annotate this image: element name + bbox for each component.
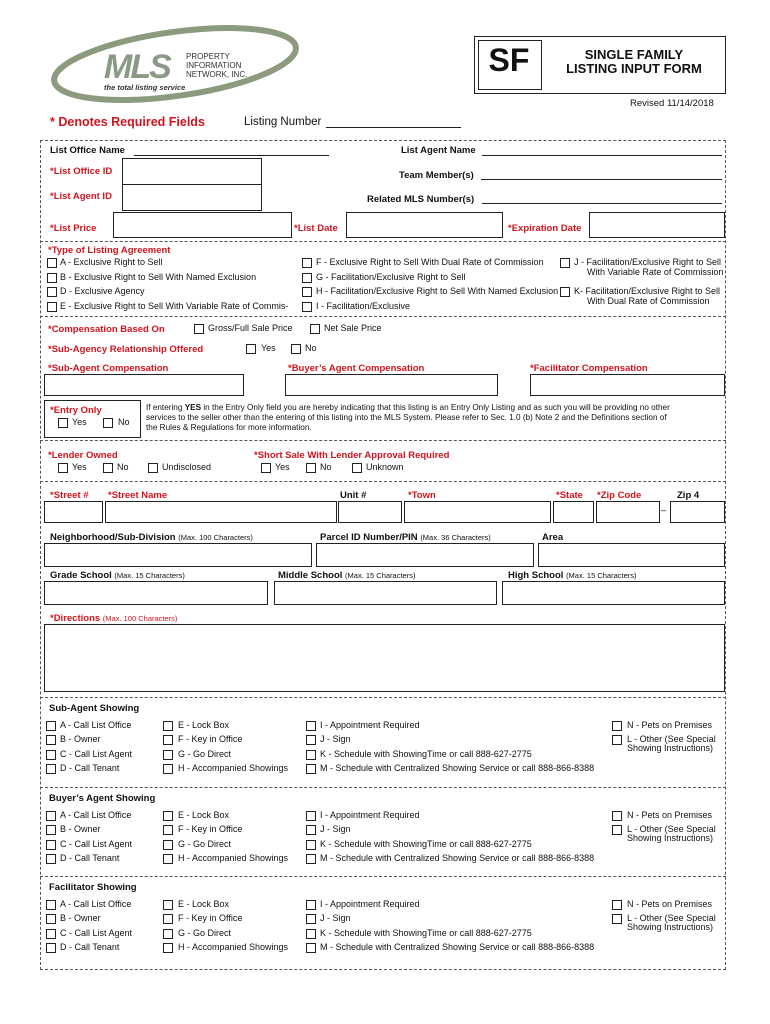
zip-code-input[interactable] xyxy=(596,501,660,523)
agreement-i-checkbox[interactable] xyxy=(302,302,312,312)
short-sale-yes-label: Yes xyxy=(275,462,290,472)
short-sale-no-label: No xyxy=(320,462,332,472)
sa-k-label: K - Schedule with ShowingTime or call 888-627-2775 xyxy=(320,749,532,759)
ba-g-checkbox[interactable] xyxy=(163,840,173,850)
lender-undisclosed-checkbox[interactable] xyxy=(148,463,158,473)
agreement-k-checkbox[interactable] xyxy=(560,287,570,297)
ba-l-checkbox[interactable] xyxy=(612,825,622,835)
street-number-input[interactable] xyxy=(44,501,103,523)
area-input[interactable] xyxy=(538,543,725,567)
street-number-label: *Street # xyxy=(50,490,89,501)
fa-c-label: C - Call List Agent xyxy=(60,928,133,938)
town-input[interactable] xyxy=(404,501,551,523)
expiration-date-input[interactable] xyxy=(589,212,725,238)
agreement-d-label: D - Exclusive Agency xyxy=(60,286,145,296)
sa-b-checkbox[interactable] xyxy=(46,735,56,745)
directions-label xyxy=(50,613,177,624)
neighborhood-max: (Max. 100 Characters) xyxy=(178,533,253,542)
sub-agency-no-checkbox[interactable] xyxy=(291,344,301,354)
ba-d-checkbox[interactable] xyxy=(46,854,56,864)
expiration-date-label: *Expiration Date xyxy=(508,223,582,234)
agreement-j-checkbox[interactable] xyxy=(560,258,570,268)
fa-n-label: N - Pets on Premises xyxy=(627,899,713,909)
fa-c-checkbox[interactable] xyxy=(46,929,56,939)
list-office-name-label: List Office Name xyxy=(50,145,125,156)
list-office-id-input[interactable] xyxy=(122,158,262,185)
ba-h-label: H - Accompanied Showings xyxy=(178,853,289,863)
logo-mls-text: MLS xyxy=(104,48,170,86)
fa-g-label: G - Go Direct xyxy=(178,928,232,938)
fa-k-label: K - Schedule with ShowingTime or call 888-627-2775 xyxy=(320,928,532,938)
sa-l-label: L - Other (See Special xyxy=(627,734,716,744)
team-members-label: Team Member(s) xyxy=(399,170,474,181)
sub-agency-yes-checkbox[interactable] xyxy=(246,344,256,354)
agreement-b-label: B - Exclusive Right to Sell With Named Exclusion xyxy=(60,272,257,282)
listing-number-label: Listing Number xyxy=(244,116,322,128)
agreement-g-label: G - Facilitation/Exclusive Right to Sell xyxy=(316,272,466,282)
neighborhood-label-text: Neighborhood/Sub-Division xyxy=(50,532,176,543)
facilitator-comp-label: *Facilitator Compensation xyxy=(530,363,648,374)
ba-j-checkbox[interactable] xyxy=(306,825,316,835)
short-sale-label: *Short Sale With Lender Approval Required xyxy=(254,450,450,461)
ba-l-label-cont: Showing Instructions) xyxy=(627,833,714,843)
parcel-max: (Max. 36 Characters) xyxy=(420,533,491,542)
neighborhood-input[interactable] xyxy=(44,543,312,567)
parcel-label-text: Parcel ID Number/PIN xyxy=(320,532,418,543)
list-office-id-label: *List Office ID xyxy=(50,166,113,177)
fa-g-checkbox[interactable] xyxy=(163,929,173,939)
logo-tagline: the total listing service xyxy=(104,83,186,92)
agreement-h-checkbox[interactable] xyxy=(302,287,312,297)
ba-i-label: I - Appointment Required xyxy=(320,810,420,820)
facilitator-comp-input[interactable] xyxy=(530,374,725,396)
entry-only-no-label: No xyxy=(118,417,130,427)
fa-j-label: J - Sign xyxy=(320,913,351,923)
fa-i-label: I - Appointment Required xyxy=(320,899,420,909)
grade-school-max: (Max. 15 Characters) xyxy=(114,571,185,580)
form-title-line-1: SINGLE FAMILY xyxy=(584,47,684,62)
fa-i-checkbox[interactable] xyxy=(306,900,316,910)
sub-agency-no-label: No xyxy=(305,343,317,353)
street-name-label: *Street Name xyxy=(108,490,168,501)
sa-i-label: I - Appointment Required xyxy=(320,720,420,730)
agreement-e-label: E - Exclusive Right to Sell With Variable Rate of Commis- xyxy=(60,301,289,311)
ba-b-checkbox[interactable] xyxy=(46,825,56,835)
fa-l-label-cont: Showing Instructions) xyxy=(627,922,714,932)
agreement-e-checkbox[interactable] xyxy=(47,302,57,312)
entry-note-line2: services to the seller other than the entering of this listing into the MLS System. Please refer to Sec. 1.0 (b) Note 2 and the Definitions section of xyxy=(146,413,667,422)
mls-logo xyxy=(50,24,305,104)
list-agent-name-field[interactable] xyxy=(482,155,722,156)
parcel-input[interactable] xyxy=(316,543,534,567)
comp-gross-label: Gross/Full Sale Price xyxy=(208,323,293,333)
list-agent-id-input[interactable] xyxy=(122,184,262,211)
buyers-agent-comp-label: *Buyer’s Agent Compensation xyxy=(288,363,425,374)
sa-i-checkbox[interactable] xyxy=(306,721,316,731)
sf-code: SF xyxy=(488,42,530,78)
neighborhood-label xyxy=(50,532,253,543)
agreement-a-label: A - Exclusive Right to Sell xyxy=(60,257,163,267)
comp-net-checkbox[interactable] xyxy=(310,324,320,334)
directions-max: (Max. 100 Characters) xyxy=(102,614,178,623)
lender-no-label: No xyxy=(117,462,129,472)
high-school-input[interactable] xyxy=(502,581,725,605)
fa-a-label: A - Call List Office xyxy=(60,899,132,909)
ba-m-label: M - Schedule with Centralized Showing Service or call 888-866-8388 xyxy=(320,853,595,863)
fa-a-checkbox[interactable] xyxy=(46,900,56,910)
facilitator-showing-title: Facilitator Showing xyxy=(49,882,137,893)
zip-dash: – xyxy=(661,505,667,516)
sub-agent-comp-input[interactable] xyxy=(44,374,244,396)
fa-b-checkbox[interactable] xyxy=(46,914,56,924)
entry-only-yes-label: Yes xyxy=(72,417,87,427)
revised-date: Revised 11/14/2018 xyxy=(630,98,714,109)
high-school-label xyxy=(508,570,637,581)
ba-g-label: G - Go Direct xyxy=(178,839,232,849)
middle-school-max: (Max. 15 Characters) xyxy=(345,571,416,580)
entry-only-no-checkbox[interactable] xyxy=(103,418,113,428)
team-members-field[interactable] xyxy=(481,179,722,180)
ba-b-label: B - Owner xyxy=(60,824,101,834)
sub-agency-label: *Sub-Agency Relationship Offered xyxy=(48,344,204,355)
ba-f-checkbox[interactable] xyxy=(163,825,173,835)
short-sale-unknown-checkbox[interactable] xyxy=(352,463,362,473)
zip4-input[interactable] xyxy=(670,501,725,523)
agreement-j-label: J - Facilitation/Exclusive Right to Sell xyxy=(574,257,722,267)
sa-f-label: F - Key in Office xyxy=(178,734,243,744)
list-price-label: *List Price xyxy=(50,223,97,234)
lender-undisclosed-label: Undisclosed xyxy=(162,462,212,472)
sa-h-label: H - Accompanied Showings xyxy=(178,763,289,773)
zip4-label: Zip 4 xyxy=(677,490,700,501)
entry-only-note xyxy=(146,403,726,433)
comp-net-label: Net Sale Price xyxy=(324,323,382,333)
sa-b-label: B - Owner xyxy=(60,734,101,744)
fa-d-checkbox[interactable] xyxy=(46,943,56,953)
compensation-based-on-label: *Compensation Based On xyxy=(48,324,165,335)
sa-f-checkbox[interactable] xyxy=(163,735,173,745)
entry-note-line3: the Rules & Regulations for more information. xyxy=(146,423,312,432)
sa-g-checkbox[interactable] xyxy=(163,750,173,760)
sa-h-checkbox[interactable] xyxy=(163,764,173,774)
state-label: *State xyxy=(556,490,583,501)
sa-c-checkbox[interactable] xyxy=(46,750,56,760)
agreement-k-label-cont: With Dual Rate of Commission xyxy=(587,296,710,306)
ba-k-label: K - Schedule with ShowingTime or call 888-627-2775 xyxy=(320,839,532,849)
agreement-f-checkbox[interactable] xyxy=(302,258,312,268)
entry-note-yes: YES xyxy=(184,403,202,412)
fa-h-label: H - Accompanied Showings xyxy=(178,942,289,952)
ba-c-checkbox[interactable] xyxy=(46,840,56,850)
high-school-label-text: High School xyxy=(508,570,564,581)
agreement-j-label-cont: With Variable Rate of Commission xyxy=(587,267,724,277)
ba-l-label: L - Other (See Special xyxy=(627,824,716,834)
ba-n-label: N - Pets on Premises xyxy=(627,810,713,820)
fa-l-checkbox[interactable] xyxy=(612,914,622,924)
required-fields-note: * Denotes Required Fields xyxy=(50,115,205,129)
grade-school-label-text: Grade School xyxy=(50,570,112,581)
sa-e-label: E - Lock Box xyxy=(178,720,230,730)
fa-b-label: B - Owner xyxy=(60,913,101,923)
sa-d-label: D - Call Tenant xyxy=(60,763,120,773)
list-price-input[interactable] xyxy=(113,212,292,238)
fa-e-checkbox[interactable] xyxy=(163,900,173,910)
sa-g-label: G - Go Direct xyxy=(178,749,232,759)
grade-school-input[interactable] xyxy=(44,581,268,605)
sa-d-checkbox[interactable] xyxy=(46,764,56,774)
list-date-label: *List Date xyxy=(294,223,338,234)
entry-note-prefix: If entering xyxy=(146,403,185,412)
buyers-agent-comp-input[interactable] xyxy=(285,374,498,396)
list-agent-id-label: *List Agent ID xyxy=(50,191,112,202)
sa-j-label: J - Sign xyxy=(320,734,351,744)
related-mls-field[interactable] xyxy=(482,203,722,204)
logo-line-2: INFORMATION xyxy=(186,61,242,70)
entry-only-yes-checkbox[interactable] xyxy=(58,418,68,428)
short-sale-yes-checkbox[interactable] xyxy=(261,463,271,473)
sa-e-checkbox[interactable] xyxy=(163,721,173,731)
fa-f-label: F - Key in Office xyxy=(178,913,243,923)
sa-c-label: C - Call List Agent xyxy=(60,749,133,759)
entry-note-line1: in the Entry Only field you are hereby indicating that this listing is an Entry Only Listing and as such you will be providing no other xyxy=(201,403,670,412)
town-label: *Town xyxy=(408,490,436,501)
ba-e-checkbox[interactable] xyxy=(163,811,173,821)
sub-agent-showing-title: Sub-Agent Showing xyxy=(49,703,140,714)
sa-l-label-cont: Showing Instructions) xyxy=(627,743,714,753)
short-sale-unknown-label: Unknown xyxy=(366,462,404,472)
fa-l-label: L - Other (See Special xyxy=(627,913,716,923)
lender-no-checkbox[interactable] xyxy=(103,463,113,473)
entry-only-label: *Entry Only xyxy=(50,405,102,416)
agreement-h-label: H - Facilitation/Exclusive Right to Sell With Named Exclusion xyxy=(316,286,559,296)
list-office-name-field[interactable] xyxy=(134,155,329,156)
ba-m-checkbox[interactable] xyxy=(306,854,316,864)
street-name-input[interactable] xyxy=(105,501,337,523)
agreement-i-label: I - Facilitation/Exclusive xyxy=(316,301,411,311)
ba-j-label: J - Sign xyxy=(320,824,351,834)
directions-label-text: *Directions xyxy=(50,613,101,624)
related-mls-label: Related MLS Number(s) xyxy=(367,194,475,205)
fa-m-label: M - Schedule with Centralized Showing Service or call 888-866-8388 xyxy=(320,942,595,952)
ba-c-label: C - Call List Agent xyxy=(60,839,133,849)
ba-h-checkbox[interactable] xyxy=(163,854,173,864)
ba-k-checkbox[interactable] xyxy=(306,840,316,850)
sub-agent-comp-label: *Sub-Agent Compensation xyxy=(48,363,169,374)
ba-a-label: A - Call List Office xyxy=(60,810,132,820)
grade-school-label xyxy=(50,570,185,581)
logo-company-name xyxy=(186,52,247,79)
ba-i-checkbox[interactable] xyxy=(306,811,316,821)
list-agent-name-label: List Agent Name xyxy=(401,145,476,156)
agreement-k-label: K- Facilitation/Exclusive Right to Sell xyxy=(574,286,721,296)
sa-a-label: A - Call List Office xyxy=(60,720,132,730)
listing-number-field[interactable] xyxy=(326,127,461,128)
lender-owned-label: *Lender Owned xyxy=(48,450,118,461)
fa-n-checkbox[interactable] xyxy=(612,900,622,910)
lender-yes-label: Yes xyxy=(72,462,87,472)
list-date-input[interactable] xyxy=(346,212,503,238)
middle-school-label xyxy=(278,570,415,581)
fa-h-checkbox[interactable] xyxy=(163,943,173,953)
buyers-agent-showing-title: Buyer’s Agent Showing xyxy=(49,793,156,804)
sa-l-checkbox[interactable] xyxy=(612,735,622,745)
fa-k-checkbox[interactable] xyxy=(306,929,316,939)
agreement-b-checkbox[interactable] xyxy=(47,273,57,283)
ba-a-checkbox[interactable] xyxy=(46,811,56,821)
unit-input[interactable] xyxy=(338,501,402,523)
logo-line-3: NETWORK, INC. xyxy=(186,70,248,79)
sa-n-checkbox[interactable] xyxy=(612,721,622,731)
agreement-d-checkbox[interactable] xyxy=(47,287,57,297)
fa-e-label: E - Lock Box xyxy=(178,899,230,909)
area-label: Area xyxy=(542,532,564,543)
ba-n-checkbox[interactable] xyxy=(612,811,622,821)
sa-k-checkbox[interactable] xyxy=(306,750,316,760)
agreement-a-checkbox[interactable] xyxy=(47,258,57,268)
agreement-g-checkbox[interactable] xyxy=(302,273,312,283)
sa-a-checkbox[interactable] xyxy=(46,721,56,731)
fa-f-checkbox[interactable] xyxy=(163,914,173,924)
lender-yes-checkbox[interactable] xyxy=(58,463,68,473)
high-school-max: (Max. 15 Characters) xyxy=(566,571,637,580)
middle-school-label-text: Middle School xyxy=(278,570,343,581)
sa-m-label: M - Schedule with Centralized Showing Service or call 888-866-8388 xyxy=(320,763,595,773)
listing-agreement-title: *Type of Listing Agreement xyxy=(48,245,171,256)
logo-line-1: PROPERTY xyxy=(186,52,230,61)
sa-n-label: N - Pets on Premises xyxy=(627,720,713,730)
comp-gross-checkbox[interactable] xyxy=(194,324,204,334)
fa-j-checkbox[interactable] xyxy=(306,914,316,924)
sa-j-checkbox[interactable] xyxy=(306,735,316,745)
zip-code-label: *Zip Code xyxy=(597,490,642,501)
unit-label: Unit # xyxy=(340,490,367,501)
ba-d-label: D - Call Tenant xyxy=(60,853,120,863)
short-sale-no-checkbox[interactable] xyxy=(306,463,316,473)
state-input[interactable] xyxy=(553,501,594,523)
parcel-label xyxy=(320,532,491,543)
agreement-f-label: F - Exclusive Right to Sell With Dual Rate of Commission xyxy=(316,257,544,267)
directions-input[interactable] xyxy=(44,624,725,692)
ba-e-label: E - Lock Box xyxy=(178,810,230,820)
sa-m-checkbox[interactable] xyxy=(306,764,316,774)
middle-school-input[interactable] xyxy=(274,581,497,605)
sub-agency-yes-label: Yes xyxy=(261,343,276,353)
fa-m-checkbox[interactable] xyxy=(306,943,316,953)
fa-d-label: D - Call Tenant xyxy=(60,942,120,952)
form-title xyxy=(548,48,720,76)
ba-f-label: F - Key in Office xyxy=(178,824,243,834)
form-title-line-2: LISTING INPUT FORM xyxy=(566,61,702,76)
